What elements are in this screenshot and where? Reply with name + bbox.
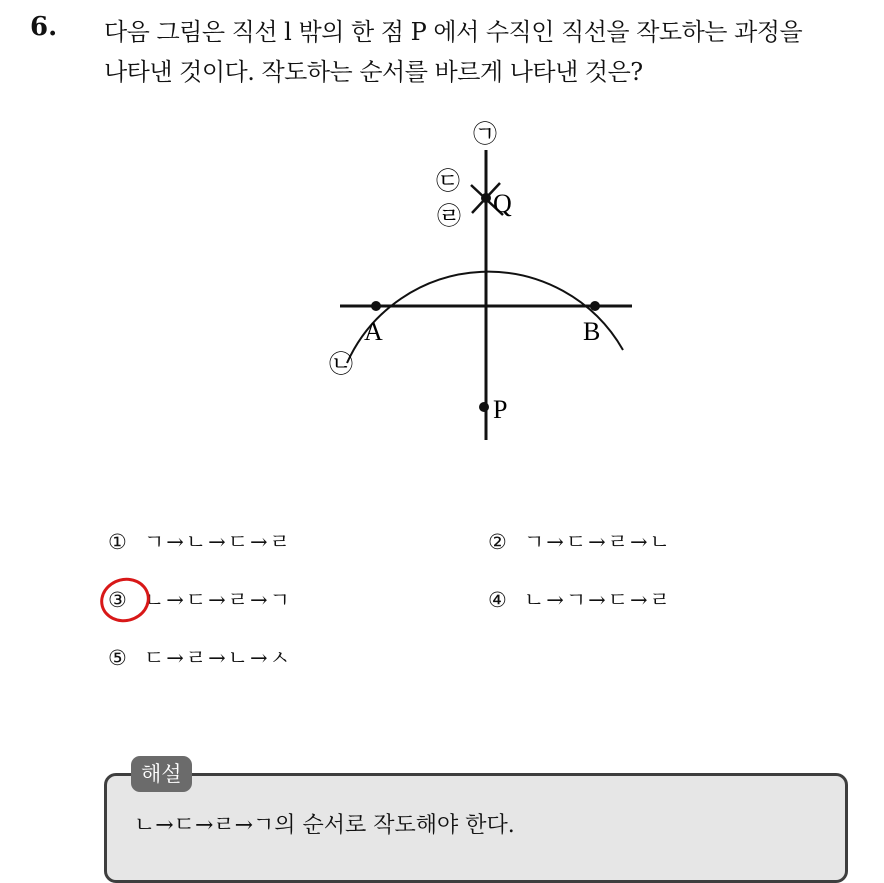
marker-giyeok: ㉠ [473, 120, 497, 148]
choice-1-number: ① [108, 530, 127, 554]
marker-nieun: ㉡ [329, 350, 353, 378]
question-text-line1: 다음 그림은 직선 l 밖의 한 점 P 에서 수직인 직선을 작도하는 과정을 [104, 18, 803, 46]
explanation-text: ㄴ→ㄷ→ㄹ→ㄱ의 순서로 작도해야 한다. [134, 813, 515, 838]
choice-5-number: ⑤ [108, 646, 127, 670]
label-a: A [364, 317, 383, 346]
choice-5-sequence: ㄷ→ㄹ→ㄴ→ㅅ [144, 646, 292, 670]
marker-rieul: ㉣ [437, 202, 461, 230]
question-number: 6. [30, 12, 58, 42]
choice-3-sequence: ㄴ→ㄷ→ㄹ→ㄱ [144, 588, 292, 612]
choice-4-number: ④ [488, 588, 507, 612]
choice-2[interactable] [488, 526, 672, 556]
choice-3-number: ③ [108, 588, 127, 612]
choice-1-sequence: ㄱ→ㄴ→ㄷ→ㄹ [144, 530, 292, 554]
point-b-dot [590, 301, 600, 311]
explanation-tag: 해설 [131, 756, 192, 792]
point-a-dot [371, 301, 381, 311]
choice-1[interactable] [108, 526, 292, 556]
label-b: B [583, 317, 601, 346]
marker-digeut: ㉢ [436, 167, 460, 195]
question-text-line2: 나타낸 것이다. 작도하는 순서를 바르게 나타낸 것은? [104, 58, 643, 86]
choice-4-sequence: ㄴ→ㄱ→ㄷ→ㄹ [524, 588, 672, 612]
choice-4[interactable] [488, 584, 672, 614]
point-q-dot [481, 193, 491, 203]
choice-2-sequence: ㄱ→ㄷ→ㄹ→ㄴ [524, 530, 672, 554]
label-p: P [493, 395, 508, 424]
point-p-dot [479, 402, 489, 412]
choice-5[interactable] [108, 642, 292, 672]
choice-2-number: ② [488, 530, 507, 554]
label-q: Q [493, 189, 512, 218]
